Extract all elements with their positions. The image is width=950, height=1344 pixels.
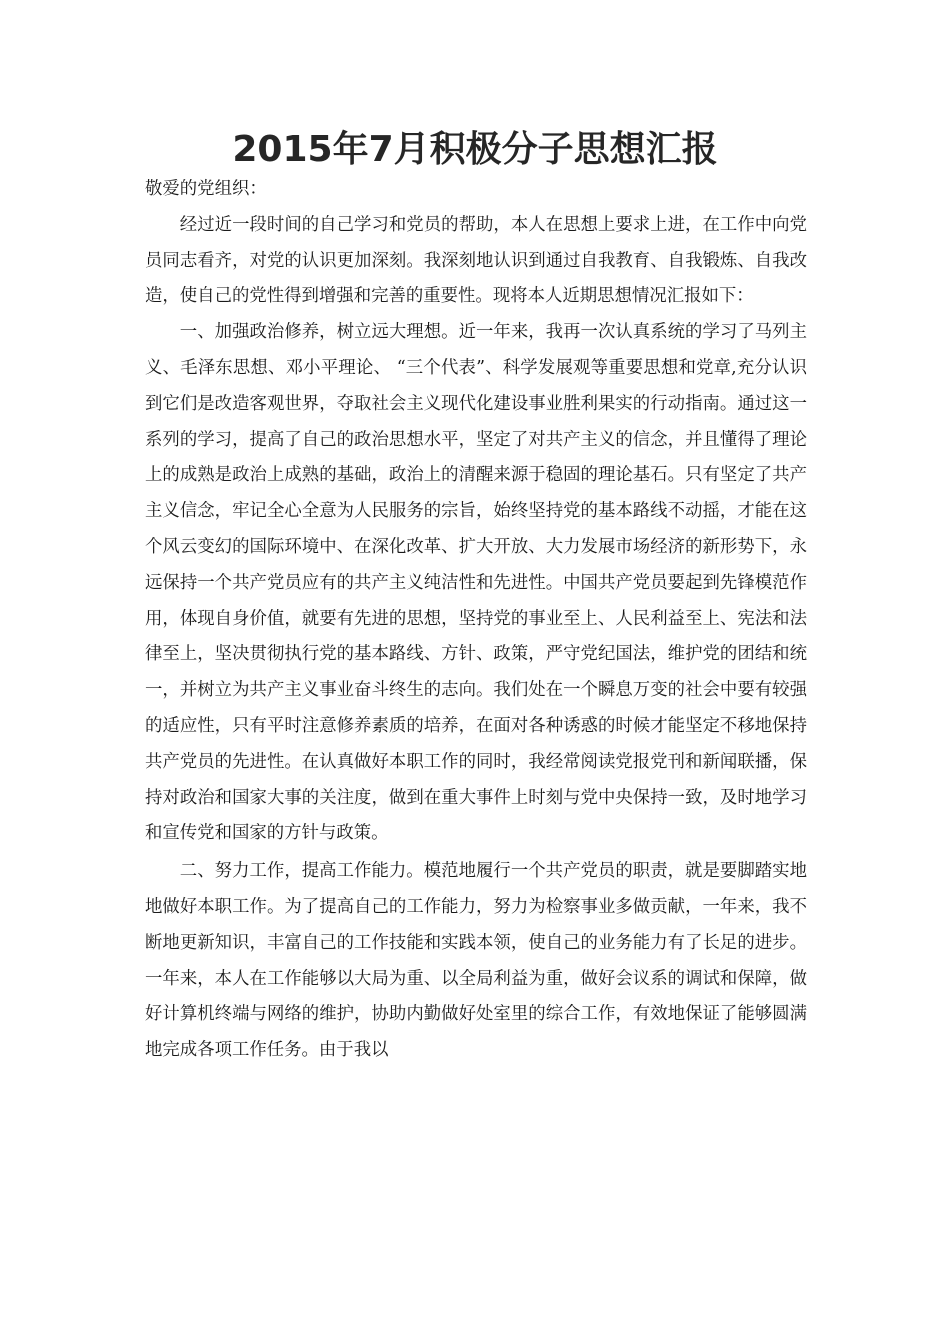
paragraph-section-two: 二、努力工作，提高工作能力。模范地履行一个共产党员的职责，就是要脚踏实地地做好本职工作。为了提高自己的工作能力，努力为检察事业多做贡献，一年来，我不断地更新知识，丰富自己的工作技能和实践本领，使自己的业务能力有了长足的进步。一年来，本人在工作能够以大局为重、以全局利益为重，做好会议系的调试和保障，做好计算机终端与网络的维护，协助内勤做好处室里的综合工作，有效地保证了能够圆满地完成各项工作任务。由于我以 — [145, 861, 807, 1061]
document-title: 2015年7月积极分子思想汇报 — [232, 129, 718, 170]
paragraph-section-one: 一、加强政治修养，树立远大理想。近一年来，我再一次认真系统的学习了马列主义、毛泽东思想、邓小平理论、 “三个代表”、科学发展观等重要思想和党章,充分认识到它们是改造客观世界，夺取社会主义现代化建设事业胜利果实的行动指南。通过这一系列的学习，提高了自己的政治思想水平，坚定了对共产主义的信念，并且懂得了理论上的成熟是政治上成熟的基础，政治上的清醒来源于稳固的理论基石。只有坚定了共产主义信念，牢记全心全意为人民服务的宗旨，始终坚持党的基本路线不动摇，才能在这个风云变幻的国际环境中、在深化改革、扩大开放、大力发展市场经济的新形势下，永远保持一个共产党员应有的共产主义纯洁性和先进性。中国共产党员要起到先锋模范作用，体现自身价值，就要有先进的思想，坚持党的事业至上、人民利益至上、宪法和法律至上，坚决贯彻执行党的基本路线、方针、政策，严守党纪国法，维护党的团结和统一，并树立为共产主义事业奋斗终生的志向。我们处在一个瞬息万变的社会中要有较强的适应性，只有平时注意修养素质的培养，在面对各种诱惑的时候才能坚定不移地保持共产党员的先进性。在认真做好本职工作的同时，我经常阅读党报党刊和新闻联播，保持对政治和国家大事的关注度，做到在重大事件上时刻与党中央保持一致，及时地学习和宣传党和国家的方针与政策。 — [145, 322, 807, 844]
salutation: 敬爱的党组织： — [145, 179, 267, 199]
document-body — [145, 172, 807, 1069]
paragraph-intro: 经过近一段时间的自己学习和党员的帮助，本人在思想上要求上进，在工作中向党员同志看齐，对党的认识更加深刻。我深刻地认识到通过自我教育、自我锻炼、自我改造，使自己的党性得到增强和完善的重要性。现将本人近期思想情况汇报如下： — [145, 214, 807, 307]
